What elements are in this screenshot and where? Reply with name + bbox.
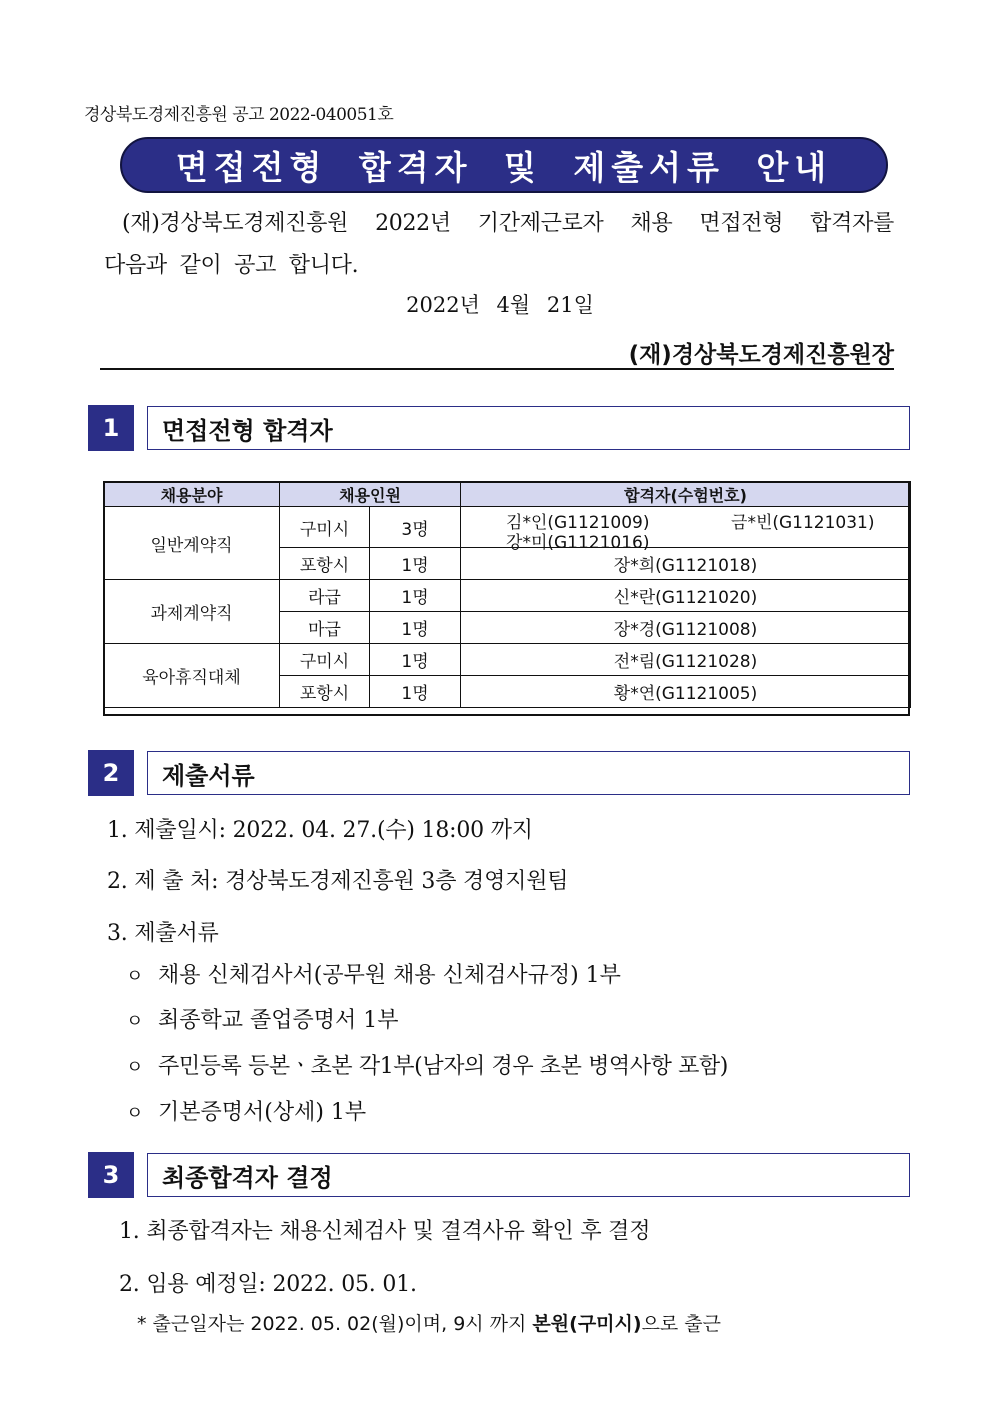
appointment-date: 2. 임용 예정일: 2022. 05. 01. [119,1272,417,1297]
section-title-1: 면접전형 합격자 [147,406,910,450]
passers-cell: 장*희(G1121018) [461,548,911,580]
passer: 강*미(G1121016) [506,533,650,553]
document-item-text: 기본증명서(상세) 1부 [158,1100,367,1125]
count-cell: 1명 [370,644,461,676]
count-cell: 1명 [370,612,461,644]
location-cell: 마급 [280,612,370,644]
document-item-text: 채용 신체검사서(공무원 채용 신체검사규정) 1부 [158,963,621,988]
final-decision: 1. 최종합격자는 채용신체검사 및 결격사유 확인 후 결정 [119,1219,651,1244]
count-cell: 1명 [370,548,461,580]
section-number-3: 3 [88,1152,134,1198]
title-banner [120,137,888,193]
field-cell: 육아휴직대체 [104,644,280,708]
passers-cell: 신*란(G1121020) [461,580,911,612]
document-item [126,958,621,989]
issuer-name: (재)경상북도경제진흥원장 [628,342,894,368]
document-item [126,1095,366,1126]
bullet-mark: ㅇ [126,1011,144,1032]
notice-date: 2022년 4월 21일 [406,293,594,317]
location-cell: 라급 [280,580,370,612]
document-item [126,1049,728,1080]
divider [100,368,894,370]
passers-cell: 황*연(G1121005) [461,676,911,708]
passer: 김*인(G1121009) [506,513,650,533]
location-cell: 구미시 [280,644,370,676]
bullet-mark: ㅇ [126,1057,143,1078]
count-cell: 1명 [370,676,461,708]
passers-cell: 전*림(G1121028) [461,644,911,676]
submission-place: 2. 제 출 처: 경상북도경제진흥원 3층 경영지원팀 [107,869,569,894]
table-row [104,580,911,612]
field-cell: 과제계약직 [104,580,280,644]
header-passers: 합격자(수험번호) [461,482,911,507]
documents-heading: 3. 제출서류 [107,921,219,946]
field-cell: 일반계약직 [104,507,280,580]
note-bold: 본원(구미시) [532,1313,642,1335]
table-row [104,507,911,548]
location-cell: 포항시 [280,676,370,708]
location-cell: 구미시 [280,507,370,548]
intro-line-2: 다음과 같이 공고 합니다. [104,253,359,278]
results-table [103,481,911,708]
banner-title: 면접전형 합격자 및 제출서류 안내 [175,147,833,187]
passers-cell [461,507,911,553]
count-cell: 3명 [370,507,461,548]
document-item-text: 주민등록 등본ㆍ초본 각1부(남자의 경우 초본 병역사항 포함) [158,1054,728,1079]
intro-line-1: (재)경상북도경제진흥원 2022년 기간제근로자 채용 면접전형 합격자를 [122,211,894,236]
passer: 금*빈(G1121031) [731,513,875,533]
bullet-mark: ㅇ [126,966,144,987]
submission-deadline: 1. 제출일시: 2022. 04. 27.(수) 18:00 까지 [107,818,533,843]
bullet-mark: ㅇ [126,1103,144,1124]
note-end: 으로 출근 [641,1313,722,1335]
note-mark: * [137,1313,147,1335]
passers-list [461,507,910,553]
notice-number: 경상북도경제진흥원 공고 2022-040051호 [84,105,394,125]
intro-paragraph [104,203,894,287]
location-cell: 포항시 [280,548,370,580]
document-item [126,1003,399,1034]
passers-cell: 장*경(G1121008) [461,612,911,644]
header-field: 채용분야 [104,482,280,507]
section-number-1: 1 [88,405,134,451]
table-row [104,644,911,676]
document-item-text: 최종학교 졸업증명서 1부 [158,1008,399,1033]
section-title-2: 제출서류 [147,751,910,795]
reporting-note [137,1309,721,1336]
section-title-3: 최종합격자 결정 [147,1153,910,1197]
note-text: 출근일자는 2022. 05. 02(월)이며, 9시 까지 [152,1313,533,1335]
count-cell: 1명 [370,580,461,612]
table-header-row [104,482,911,507]
section-number-2: 2 [88,750,134,796]
header-count: 채용인원 [280,482,461,507]
